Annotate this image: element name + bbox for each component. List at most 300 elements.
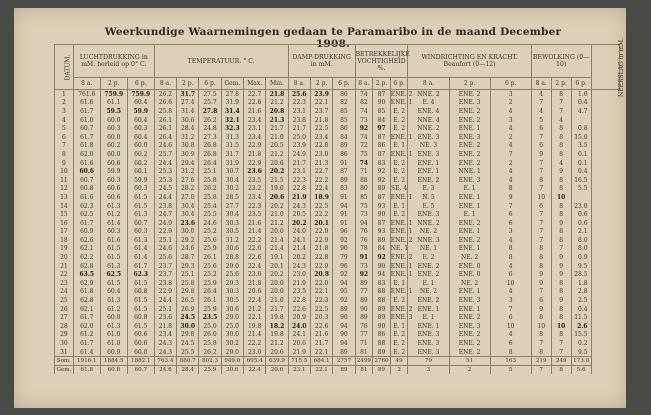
table-cell: 30.2 (221, 339, 243, 348)
table-cell: 8 (490, 185, 531, 194)
table-cell: 61.7 (127, 262, 154, 271)
table-cell: 61.5 (100, 253, 127, 262)
table-cell: 27.5 (199, 90, 221, 99)
table-cell: 78 (355, 245, 373, 254)
table-cell: ENE. 1 (449, 202, 490, 211)
table-cell: ENE. 2 (408, 270, 449, 279)
table-cell: 30.0 (221, 331, 243, 340)
table-cell: ENE. 2 (449, 90, 490, 99)
table-cell: 25.6 (288, 90, 310, 99)
table-cell: NNE. 2 (408, 219, 449, 228)
table-cell: ENE. 2 (408, 262, 449, 271)
table-cell: 6 (490, 339, 531, 348)
table-row (55, 99, 620, 108)
table-cell: 92 (373, 253, 391, 262)
table-cell: NE. 2 (408, 228, 449, 237)
table-cell: 24.4 (154, 296, 176, 305)
table-cell: 23.0 (243, 348, 265, 357)
table-cell: 8 (551, 124, 571, 133)
table-cell: 79 (333, 253, 355, 262)
table-cell: 30.6 (221, 245, 243, 254)
table-cell: 60.4 (127, 99, 154, 108)
table-cell: 25.1 (154, 236, 176, 245)
table-cell: 22.1 (310, 348, 332, 357)
table-cell: 8 (531, 313, 551, 322)
totals-row-cell: 763.4 (154, 357, 176, 366)
table-cell: 26.8 (199, 142, 221, 151)
table-cell: 25.1 (177, 270, 199, 279)
table-cell: 59.9 (127, 176, 154, 185)
table-cell: 27.4 (177, 99, 199, 108)
table-cell: 76 (355, 228, 373, 237)
table-cell: 27.3 (199, 133, 221, 142)
means-row-cell: 22.1 (310, 366, 332, 375)
table-cell: 93 (373, 202, 391, 211)
table-cell: 76 (355, 236, 373, 245)
table-cell: 22.8 (310, 142, 332, 151)
table-cell: 21.2 (266, 99, 288, 108)
table-cell: 21.6 (243, 219, 265, 228)
table-cell: 8 (551, 331, 571, 340)
table-cell: 20.6 (243, 288, 265, 297)
table-cell: 61.6 (73, 159, 100, 168)
table-cell: 5 (531, 116, 551, 125)
table-cell: 7 (531, 236, 551, 245)
table-cell: 31 (55, 348, 74, 357)
table-cell: E. 2 (390, 124, 408, 133)
table-cell: 87 (373, 90, 391, 99)
table-cell: 29.3 (221, 279, 243, 288)
table-cell: NE. 3 (408, 142, 449, 151)
table-cell: 87 (373, 219, 391, 228)
table-cell: 0.4 (571, 167, 591, 176)
header-vochtigheid: BETREKKELIJKE VOCHTIGHEID %. (355, 45, 408, 78)
table-row (55, 116, 620, 125)
table-cell: 22.9 (310, 262, 332, 271)
table-cell: 74 (355, 107, 373, 116)
table-cell: 26.5 (177, 296, 199, 305)
table-cell: 0.1 (571, 150, 591, 159)
table-cell: 60.3 (127, 124, 154, 133)
table-cell: ENE. 3 (408, 339, 449, 348)
table-cell: E. 1 (390, 202, 408, 211)
table-cell: ENE. 1 (390, 262, 413, 270)
table-cell: ENE. 1 (390, 219, 413, 227)
table-cell: 8 (551, 210, 571, 219)
table-cell: ENE. 3 (408, 150, 449, 159)
table-cell: E. 2 (390, 176, 408, 185)
table-cell: 89 (333, 142, 355, 151)
table-cell: 21.2 (266, 339, 288, 348)
table-cell: E. 2 (408, 253, 449, 262)
table-cell: 23.7 (154, 262, 176, 271)
table-cell: 28.7 (177, 253, 199, 262)
sub-header: 6 p. (199, 78, 221, 90)
table-cell: ENE. 2 (449, 348, 490, 357)
table-cell: 9.5 (571, 348, 591, 357)
table-cell: 94 (333, 339, 355, 348)
means-row-cell: 5 (490, 366, 531, 375)
table-cell: 21.8 (310, 245, 332, 254)
table-cell: 25.2 (199, 228, 221, 237)
table-cell: 73 (355, 116, 373, 125)
table-cell: 23.0 (288, 270, 310, 279)
table-cell: E. 1 (449, 210, 490, 219)
table-cell: 4 (490, 288, 531, 297)
table-cell: 61.5 (127, 296, 154, 305)
table-cell: 22.3 (288, 176, 310, 185)
table-cell: 19.8 (243, 322, 265, 331)
table-cell: 10 (531, 193, 551, 202)
table-cell: 13 (55, 193, 74, 202)
totals-row-cell: 639.9 (266, 357, 288, 366)
table-cell: 61.3 (100, 262, 127, 271)
table-cell: ENE. 1 (408, 159, 449, 168)
table-cell: 8 (551, 185, 571, 194)
table-cell: 31.5 (221, 142, 243, 151)
totals-row-cell: 880.7 (177, 357, 199, 366)
table-cell: 91 (355, 253, 373, 262)
table-cell: 15.5 (571, 331, 591, 340)
table-cell: 72 (355, 142, 373, 151)
table-cell: 21.8 (266, 90, 288, 99)
totals-row-cell: 163 (490, 357, 531, 366)
table-cell: 9 (551, 296, 571, 305)
table-cell: 28 (55, 322, 74, 331)
table-cell: E. 2 (390, 167, 408, 176)
table-cell: 88 (373, 288, 391, 297)
table-cell: 24.6 (154, 142, 176, 151)
means-row-cell: 5.6 (571, 366, 591, 375)
table-cell: 22.1 (310, 99, 332, 108)
table-cell: 18.9 (310, 193, 332, 202)
table-cell: 30.0 (177, 228, 199, 237)
table-row (55, 245, 620, 254)
table-cell: 61.6 (73, 99, 100, 108)
table-cell: 10 (55, 167, 74, 176)
table-cell: 21.3 (310, 159, 332, 168)
table-cell: 24.0 (288, 322, 310, 331)
table-cell: ENE. 3 (408, 331, 449, 340)
table-cell: 25.4 (199, 202, 221, 211)
table-cell: ENE. 1 (449, 193, 490, 202)
table-cell: 92 (333, 270, 355, 279)
sub-header: 2 p. (449, 78, 490, 90)
table-cell: 27.6 (177, 176, 199, 185)
table-cell: 26.2 (199, 185, 221, 194)
sub-header: 2 p. (100, 78, 127, 90)
table-cell: 22.6 (243, 245, 265, 254)
table-cell: 20.6 (266, 348, 288, 357)
table-cell: 61.5 (127, 279, 154, 288)
table-row (55, 150, 620, 159)
table-cell: 20.2 (266, 270, 288, 279)
table-cell: 25.0 (199, 322, 221, 331)
table-cell: 61.0 (100, 331, 127, 340)
table-cell: 22.9 (154, 288, 176, 297)
table-cell: ENE. 1 (390, 288, 413, 296)
table-row (55, 236, 620, 245)
table-cell: NNE. 2 (408, 124, 449, 133)
table-cell: 87 (333, 167, 355, 176)
totals-row-cell: 695.4 (243, 357, 265, 366)
table-cell: ENE. 1 (390, 133, 413, 141)
table-cell: 21.6 (310, 331, 332, 340)
table-cell: ENE. 2 (408, 176, 449, 185)
table-cell: 88 (355, 176, 373, 185)
table-row (55, 210, 620, 219)
table-cell: ENE. 1 (449, 124, 490, 133)
table-cell: 8 (551, 90, 571, 99)
table-cell: 20 (55, 253, 74, 262)
table-cell: 7 (551, 99, 571, 108)
table-cell: 91 (333, 210, 355, 219)
table-cell: 19.1 (266, 253, 288, 262)
table-cell: NNE. 3 (408, 236, 449, 245)
table-cell: 2.1 (571, 228, 591, 237)
table-cell: ENE. 1 (449, 228, 490, 237)
means-row-cell: 28.4 (177, 366, 199, 375)
table-cell: 0.8 (571, 124, 591, 133)
table-cell: 61.2 (73, 331, 100, 340)
means-row-cell: 23.1 (288, 366, 310, 375)
table-cell: 6 (531, 296, 551, 305)
table-cell: 759.9 (127, 90, 154, 99)
header-neerslag: NEERSLAG in mM. (591, 45, 619, 90)
table-cell: 20.5 (288, 210, 310, 219)
table-cell: 25.1 (154, 305, 176, 314)
table-cell: ENE. 0 (449, 270, 490, 279)
table-cell: 60.3 (100, 176, 127, 185)
table-cell: 7 (551, 107, 571, 116)
table-cell: 8 (551, 313, 571, 322)
table-row (55, 90, 620, 99)
table-cell: 31.4 (177, 107, 199, 116)
table-cell: 20.6 (288, 339, 310, 348)
table-cell: 6 (55, 133, 74, 142)
table-cell: E. 1 (390, 322, 408, 331)
table-cell: 18.2 (266, 322, 288, 331)
table-cell: E. 2 (390, 331, 408, 340)
table-cell: 25.6 (221, 270, 243, 279)
table-cell: 7 (490, 305, 531, 314)
table-cell: 60.3 (127, 228, 154, 237)
table-cell: 22.2 (310, 210, 332, 219)
table-cell: 20.3 (310, 313, 332, 322)
table-cell: 60.3 (100, 228, 127, 237)
table-cell: 61.5 (100, 245, 127, 254)
table-cell: 28.5 (571, 270, 591, 279)
table-cell: 89 (333, 176, 355, 185)
table-cell: 22.2 (243, 236, 265, 245)
table-cell: 25.5 (199, 210, 221, 219)
table-cell: 90 (373, 262, 391, 271)
table-cell: 7 (531, 228, 551, 237)
totals-row (55, 357, 620, 366)
table-cell: ENE. 1 (390, 271, 413, 279)
table-cell: 23.0 (310, 150, 332, 159)
table-cell: 7 (531, 288, 551, 297)
table-cell: 60.7 (73, 124, 100, 133)
table-cell: 22.4 (310, 185, 332, 194)
table-cell: ENE. 2 (390, 254, 413, 262)
table-cell: 61.5 (127, 305, 154, 314)
table-cell: 84 (333, 133, 355, 142)
totals-row-cell: 2760 (374, 357, 389, 364)
table-cell: N. 5 (408, 193, 449, 202)
table-cell: 31.7 (221, 150, 243, 159)
table-cell: 21.4 (266, 245, 288, 254)
sub-header: 6 p. (333, 78, 355, 90)
table-cell: 94 (355, 219, 373, 228)
table-cell: 29.0 (221, 313, 243, 322)
table-cell: 89 (373, 185, 391, 194)
table-cell: 7 (531, 219, 551, 228)
table-cell: 23.1 (288, 107, 310, 116)
table-cell: 8 (531, 253, 551, 262)
table-cell: 62.8 (73, 262, 100, 271)
table-cell: 25.0 (221, 322, 243, 331)
table-cell: 61.0 (100, 339, 127, 348)
sub-header: 6 p. (571, 78, 591, 90)
table-cell: 5.5 (571, 185, 591, 194)
table-cell: 22.0 (310, 228, 332, 237)
table-cell: 6 (490, 270, 531, 279)
table-cell: E. 1 (390, 279, 408, 288)
means-row-cell: 20.6 (266, 366, 288, 375)
table-row (55, 288, 620, 297)
sub-header: 2 p. (310, 78, 332, 90)
table-cell: 61.3 (100, 296, 127, 305)
table-cell: 25.8 (199, 176, 221, 185)
table-cell: 24.6 (177, 245, 199, 254)
table-cell: 60.7 (127, 219, 154, 228)
table-cell: 23.7 (310, 107, 332, 116)
table-row (55, 322, 620, 331)
table-cell: 85 (333, 116, 355, 125)
table-cell: 21.9 (288, 193, 310, 202)
table-cell: NNE. 2 (408, 90, 449, 99)
table-cell: 4 (531, 90, 551, 99)
table-cell: 63.5 (73, 270, 100, 279)
table-cell: ENE. 3 (408, 133, 449, 142)
table-cell: ENE. 2 (449, 159, 490, 168)
table-cell: 9 (490, 193, 531, 202)
table-cell: 23 (55, 279, 74, 288)
table-cell: 61.2 (100, 210, 127, 219)
table-cell: 92 (355, 270, 373, 279)
table-cell: 86 (333, 124, 355, 133)
table-cell: 32.3 (221, 124, 243, 133)
table-cell: 25.5 (177, 348, 199, 357)
table-cell: 92 (373, 176, 391, 185)
table-cell: 25.9 (199, 305, 221, 314)
table-cell: 31.9 (221, 99, 243, 108)
table-cell: 30.6 (177, 116, 199, 125)
table-cell: 89 (333, 348, 355, 357)
table-cell: 80 (355, 185, 373, 194)
table-cell: 17 (55, 228, 74, 237)
sub-header: 2 p. (177, 78, 199, 90)
table-cell: 61.6 (73, 193, 100, 202)
table-cell: 83 (333, 185, 355, 194)
table-cell: 96 (333, 262, 355, 271)
table-cell: ENE. 3 (408, 210, 449, 219)
table-cell: 25.6 (154, 253, 176, 262)
table-cell: 21.0 (266, 210, 288, 219)
table-cell: 95 (333, 288, 355, 297)
means-row-cell: 89 (333, 366, 355, 375)
table-cell: 21.2 (266, 150, 288, 159)
table-cell: 94 (333, 202, 355, 211)
table-cell: 21.2 (243, 305, 265, 314)
totals-row-cell: 79 (408, 357, 449, 366)
totals-row-cell: 219 (531, 357, 551, 366)
table-cell: 83 (373, 279, 391, 288)
table-cell: 2 (490, 99, 531, 108)
table-cell: 21.4 (266, 236, 288, 245)
table-cell: 30.4 (177, 202, 199, 211)
table-cell: 60.9 (73, 228, 100, 237)
table-cell: 21.7 (266, 124, 288, 133)
table-cell: ENE. 1 (390, 99, 413, 107)
table-cell: 60.4 (127, 133, 154, 142)
totals-row-cell: 173.0 (573, 357, 590, 364)
means-row-cell: 3 (408, 366, 449, 375)
table-row (55, 253, 620, 262)
table-cell: 22.4 (243, 262, 265, 271)
means-row-cell: 61.8 (73, 366, 100, 375)
table-cell: 8 (531, 262, 551, 271)
table-cell: 84 (373, 245, 391, 254)
table-cell: 29.0 (221, 348, 243, 357)
table-cell: 25.7 (199, 99, 221, 108)
table-cell: 21.8 (243, 279, 265, 288)
table-row (55, 133, 620, 142)
table-cell: ENE. 3 (449, 322, 490, 331)
table-cell: 25.8 (177, 279, 199, 288)
table-cell: 4 (490, 142, 531, 151)
table-cell: 25.6 (199, 236, 221, 245)
table-cell: 24.5 (177, 339, 199, 348)
table-cell: 6 (531, 142, 551, 151)
table-cell: 25.7 (154, 150, 176, 159)
totals-row-cell: 2499 (356, 357, 371, 364)
table-cell (571, 193, 591, 202)
table-cell: 24.6 (199, 219, 221, 228)
means-row-cell: 2 (390, 366, 408, 375)
table-cell: 23.0 (243, 270, 265, 279)
table-cell: 30.9 (177, 150, 199, 159)
table-cell: ENE. 1 (408, 322, 449, 331)
table-cell: 11 (55, 176, 74, 185)
table-cell: 22.1 (243, 313, 265, 322)
table-cell: 61.8 (73, 288, 100, 297)
table-cell: 7 (531, 167, 551, 176)
table-cell: 8 (490, 348, 531, 357)
table-cell: 96 (333, 228, 355, 237)
table-cell: 21.0 (266, 296, 288, 305)
table-cell: 25.3 (154, 176, 176, 185)
table-cell: 20.0 (266, 279, 288, 288)
table-cell: 24.1 (288, 236, 310, 245)
table-cell: 20.8 (310, 270, 332, 279)
table-cell: 10 (490, 279, 531, 288)
table-cell: 30 (55, 339, 74, 348)
means-row-cell: 24.6 (154, 366, 176, 375)
table-cell: 3 (490, 90, 531, 99)
table-cell: 4 (551, 116, 571, 125)
